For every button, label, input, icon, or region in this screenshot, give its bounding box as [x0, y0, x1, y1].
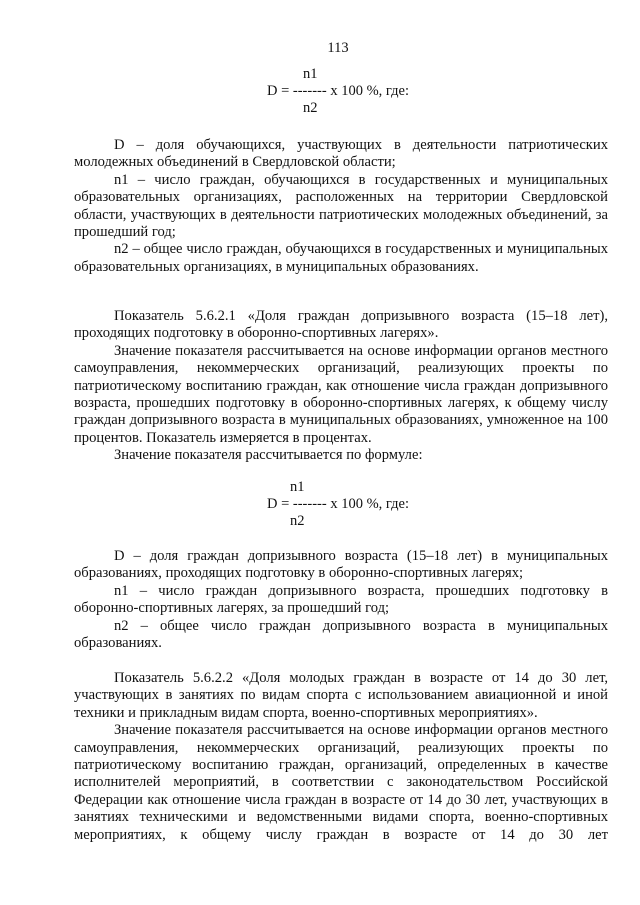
formula-1-main: D = ------- х 100 %, где:: [267, 83, 409, 99]
indicator-5-6-2-1-block: [74, 308, 608, 465]
definitions-block-2: [74, 548, 608, 652]
formula-1-numerator: n1: [303, 66, 318, 82]
formula-2: [0, 479, 640, 529]
definitions-block-1: [74, 137, 608, 276]
page-number: 113: [327, 40, 349, 56]
definition-n2-2: n2 – общее число граждан допризывного возраста в муниципальных образованиях.: [74, 617, 608, 652]
definition-n2: n2 – общее число граждан, обучающихся в государственных и муниципальных образовательных организациях, в муниципальных образованиях.: [74, 241, 608, 275]
definition-d-2: D – доля граждан допризывного возраста (15–18 лет) в муниципальных образованиях, проходящих подготовку в оборонно-спортивных лагерях;: [74, 548, 608, 582]
formula-2-denominator: n2: [290, 513, 305, 529]
definition-n1-2: n1 – число граждан допризывного возраста, прошедших подготовку в оборонно-спортивных лагерях, за прошедший год;: [74, 582, 608, 617]
formula-2-numerator: n1: [290, 479, 305, 495]
indicator-5-6-2-2-title: Показатель 5.6.2.2 «Доля молодых граждан в возрасте от 14 до 30 лет, участвующих в занятиях по видам спорта с использованием авиационной и иной техники и прикладным видам спорта, военно-спортивных мероприятиях».: [74, 670, 608, 721]
indicator-5-6-2-1-description: Значение показателя рассчитывается на основе информации органов местного самоуправления, некоммерческих организаций, реализующих проекты по патриотическому воспитанию граждан, как отношение числа граждан допризывного возраста, прошедших подготовку в оборонно-спортивных лагерях, к общему числу граждан допризывного возраста в муниципальных образованиях, умноженное на 100 процентов. Показатель измеряется в процентах.: [74, 342, 608, 446]
formula-1: [0, 66, 640, 116]
definition-d: D – доля обучающихся, участвующих в деятельности патриотических молодежных объединений в Свердловской области;: [74, 137, 608, 171]
definition-n1: n1 – число граждан, обучающихся в государственных и муниципальных образовательных организациях, расположенных на территории Свердловской области, участвующих в деятельности патриотических молодежных объединений, за прошедший год;: [74, 171, 608, 241]
indicator-5-6-2-1-title: Показатель 5.6.2.1 «Доля граждан допризывного возраста (15–18 лет), проходящих подготовку в оборонно-спортивных лагерях».: [74, 308, 608, 342]
formula-1-denominator: n2: [303, 100, 318, 116]
indicator-5-6-2-2-description: Значение показателя рассчитывается на основе информации органов местного самоуправления, некоммерческих организаций, реализующих проекты по патриотическому воспитанию граждан, организаций, определенных в качестве исполнителей мероприятий, в соответствии с законодательством Российской Федерации как отношение числа граждан в возрасте от 14 до 30 лет, участвующих в занятиях техническими и ведомственными видами спорта, военно-спортивных мероприятиях, к общему числу граждан в возрасте от 14 до 30 лет: [74, 722, 608, 843]
indicator-5-6-2-2-block: [74, 670, 608, 844]
formula-intro: Значение показателя рассчитывается по формуле:: [114, 447, 423, 464]
formula-2-main: D = ------- х 100 %, где:: [267, 496, 409, 512]
